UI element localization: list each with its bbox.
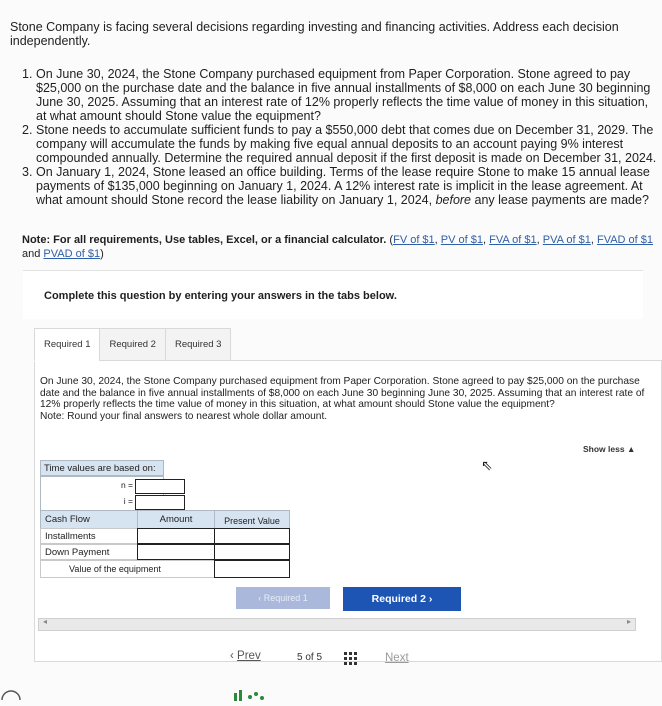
scroll-right-icon[interactable]: ▸: [626, 617, 631, 626]
i-input[interactable]: [135, 495, 185, 510]
question-list: [22, 67, 662, 207]
note-bold: Note: For all requirements, Use tables, Excel, or a financial calculator.: [22, 234, 387, 246]
note-sep: ,: [483, 234, 490, 246]
chevron-right-icon: ›: [428, 593, 433, 605]
link-fva[interactable]: FVA of $1: [489, 234, 537, 246]
prev-label: Prev: [237, 650, 261, 662]
rounding-note: Note: Round your final answers to nearest whole dollar amount.: [40, 410, 328, 422]
caret-up-icon: ▲: [626, 444, 636, 454]
n-label: n =: [120, 480, 133, 490]
decorative-logo-fragment: [232, 688, 272, 700]
question-text: Stone needs to accumulate sufficient funds to pay a $550,000 debt that comes due on December 31, 2029. The company will accumulate the funds by making five equal annual deposits to an account paying 9% interest compounded annually. Determine the required annual deposit if the first deposit is made on December 31, 2024.: [36, 123, 657, 165]
col-cash-flow: Cash Flow: [40, 510, 138, 532]
link-pva[interactable]: PVA of $1: [542, 234, 591, 246]
question-text: On January 1, 2024, Stone leased an office building. Terms of the lease require Stone to make 15 annual lease payments of $135,000 beginning on January 1, 2024. A 12% interest rate is implicit in the lease agreement. At what amount should Stone record the lease liability on January 1, 2024,: [36, 165, 650, 207]
col-amount: Amount: [137, 510, 215, 532]
n-input[interactable]: [135, 479, 185, 494]
grid-icon[interactable]: [344, 652, 358, 666]
installments-pv-input[interactable]: [214, 528, 290, 544]
note-sep: ,: [590, 234, 597, 246]
requirement-question: [40, 376, 652, 422]
question-text: On June 30, 2024, the Stone Company purchased equipment from Paper Corporation. Stone agreed to pay $25,000 on the purchase date and the balance in five annual installments of $8,000 on each June 30 beginning June 30, 2025. Assuming that an interest rate of 12% properly reflects the time value of money in this situation, at what amount should Stone value the equipment?: [36, 67, 651, 123]
down-payment-pv-input[interactable]: [214, 544, 290, 560]
question-emphasis: before: [435, 193, 472, 207]
next-tab-label: Required 2: [371, 593, 426, 605]
next-label: Next: [385, 652, 409, 664]
show-less-label: Show less: [583, 444, 625, 454]
previous-requirement-button[interactable]: [236, 587, 330, 609]
prev-tab-label: Required 1: [263, 593, 308, 603]
row-label-down-payment: Down Payment: [40, 544, 138, 560]
total-label: Value of the equipment: [40, 560, 215, 578]
i-label: i =: [123, 496, 133, 506]
down-payment-amount-input[interactable]: [137, 544, 215, 560]
installments-amount-input[interactable]: [137, 528, 215, 544]
page-of: of: [305, 652, 314, 663]
note-sep: ,: [434, 234, 441, 246]
tab-required-2[interactable]: Required 2: [99, 328, 165, 360]
page-current: 5: [297, 652, 303, 663]
page-indicator: [297, 652, 322, 663]
time-values-header: Time values are based on:: [40, 460, 164, 476]
note-paren-close: ): [100, 248, 104, 260]
next-requirement-button[interactable]: [343, 587, 461, 611]
question-1: [22, 67, 662, 123]
scroll-left-icon[interactable]: ◂: [43, 617, 48, 626]
corner-circle-icon: [0, 686, 22, 700]
horizontal-scrollbar[interactable]: [38, 618, 636, 631]
tables-note: [22, 233, 662, 261]
row-label-installments: Installments: [40, 528, 138, 544]
next-page-button[interactable]: [385, 652, 409, 664]
note-and: and: [22, 248, 44, 260]
link-fv[interactable]: FV of $1: [393, 234, 435, 246]
link-pvad[interactable]: PVAD of $1: [43, 248, 101, 260]
col-present-value: Present Value: [214, 510, 290, 532]
tab-required-3[interactable]: Required 3: [165, 328, 231, 360]
tab-required-1[interactable]: Required 1: [34, 328, 100, 362]
question-3: [22, 165, 662, 207]
link-pv[interactable]: PV of $1: [440, 234, 483, 246]
complete-instruction: Complete this question by entering your answers in the tabs below.: [44, 290, 397, 302]
requirement-tabs: [34, 328, 230, 361]
mouse-cursor-icon: ⇖: [481, 457, 493, 473]
question-2: [22, 123, 662, 165]
equipment-value-input[interactable]: [214, 560, 290, 578]
intro-text: Stone Company is facing several decisions regarding investing and financing activities. Address each decision independently.: [10, 20, 619, 48]
prev-page-button[interactable]: [230, 650, 261, 662]
show-less-toggle[interactable]: [583, 444, 635, 454]
question-number: 2.: [22, 123, 33, 137]
chevron-left-icon: ‹: [230, 650, 234, 662]
requirement-text: On June 30, 2024, the Stone Company purchased equipment from Paper Corporation. Stone agreed to pay $25,000 on the purchase date and the balance in five annual installments of $8,000 on each June 30 beginning June 30, 2025. Assuming that an interest rate of 12% properly reflects the time value of money in this situation, at what amount should Stone value the equipment?: [40, 376, 645, 410]
question-text-end: any lease payments are made?: [471, 193, 649, 207]
note-paren-open: (: [386, 234, 394, 246]
question-number: 1.: [22, 67, 33, 81]
link-fvad[interactable]: FVAD of $1: [596, 234, 654, 246]
note-sep: ,: [536, 234, 543, 246]
page-total: 5: [316, 652, 323, 663]
chevron-left-icon: ‹: [258, 593, 262, 603]
question-number: 3.: [22, 165, 33, 179]
